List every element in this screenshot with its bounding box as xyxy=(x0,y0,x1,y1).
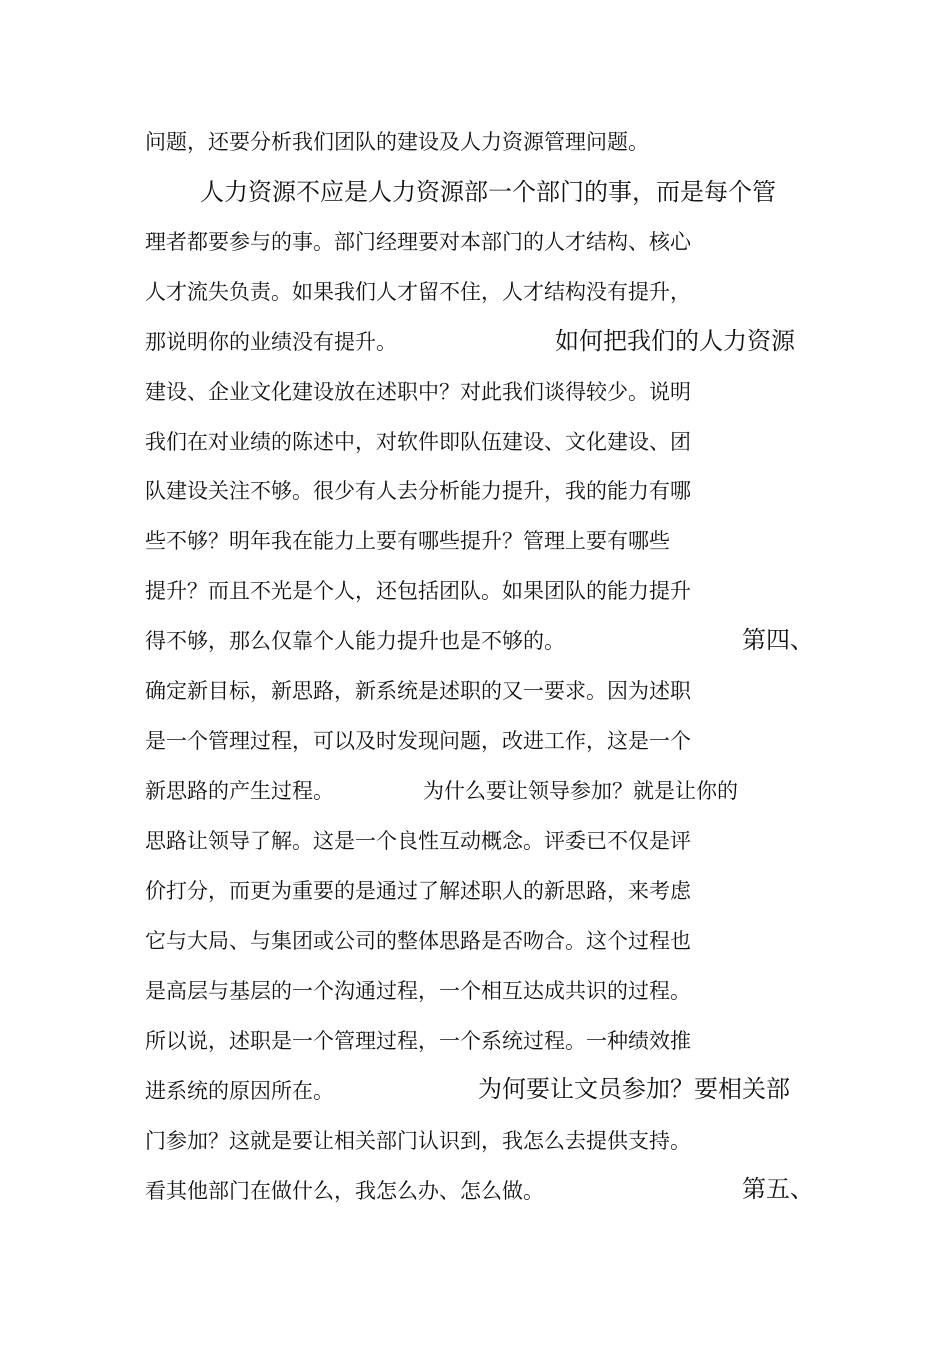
text-line-6: 建设、企业文化建设放在述职中？对此我们谈得较少。说明 xyxy=(145,380,691,404)
text-line-5: 那说明你的业绩没有提升。 xyxy=(145,330,397,354)
text-line-3: 理者都要参与的事。部门经理要对本部门的人才结构、核心 xyxy=(145,230,691,254)
text-line-20-right: 为何要让文员参加？要相关部 xyxy=(478,1075,790,1103)
text-line-8: 队建设关注不够。很少有人去分析能力提升，我的能力有哪 xyxy=(145,479,691,503)
text-line-16: 价打分，而更为重要的是通过了解述职人的新思路，来考虑 xyxy=(145,879,691,903)
text-line-11: 得不够，那么仅靠个人能力提升也是不够的。 xyxy=(145,629,565,653)
text-line-22: 看其他部门在做什么，我怎么办、怎么做。 xyxy=(145,1179,544,1203)
text-line-1: 问题，还要分析我们团队的建设及人力资源管理问题。 xyxy=(145,130,649,154)
text-line-13: 是一个管理过程，可以及时发现问题，改进工作，这是一个 xyxy=(145,729,691,753)
text-line-11-right: 第四、 xyxy=(742,626,814,654)
text-line-22-right: 第五、 xyxy=(742,1175,814,1203)
text-line-17: 它与大局、与集团或公司的整体思路是否吻合。这个过程也 xyxy=(145,929,691,953)
text-line-21: 门参加？这就是要让相关部门认识到，我怎么去提供支持。 xyxy=(145,1129,691,1153)
text-line-10: 提升？而且不光是个人，还包括团队。如果团队的能力提升 xyxy=(145,579,691,603)
text-line-14: 新思路的产生过程。 xyxy=(145,779,334,803)
text-line-18: 是高层与基层的一个沟通过程，一个相互达成共识的过程。 xyxy=(145,979,691,1003)
text-line-15: 思路让领导了解。这是一个良性互动概念。评委已不仅是评 xyxy=(145,829,691,853)
text-line-12: 确定新目标，新思路，新系统是述职的又一要求。因为述职 xyxy=(145,679,691,703)
text-line-7: 我们在对业绩的陈述中，对软件即队伍建设、文化建设、团 xyxy=(145,430,691,454)
text-line-2: 人力资源不应是人力资源部一个部门的事，而是每个管 xyxy=(200,178,776,206)
text-line-19: 所以说，述职是一个管理过程，一个系统过程。一种绩效推 xyxy=(145,1029,691,1053)
text-line-20: 进系统的原因所在。 xyxy=(145,1079,334,1103)
text-line-14-right: 为什么要让领导参加？就是让你的 xyxy=(423,779,738,803)
text-line-5-right: 如何把我们的人力资源 xyxy=(555,327,795,355)
text-line-9: 些不够？明年我在能力上要有哪些提升？管理上要有哪些 xyxy=(145,529,670,553)
text-line-4: 人才流失负责。如果我们人才留不住，人才结构没有提升， xyxy=(145,280,691,304)
